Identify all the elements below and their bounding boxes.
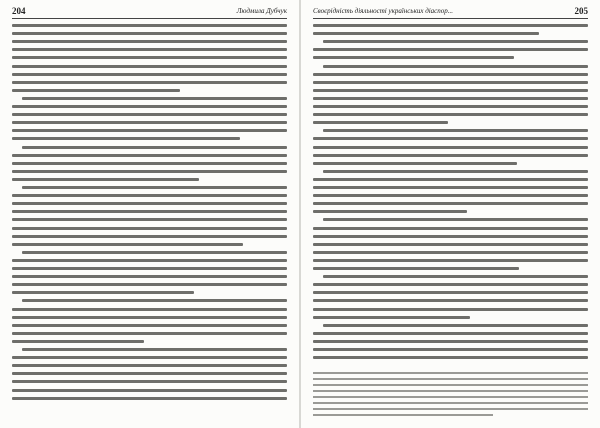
text-line	[313, 24, 588, 27]
text-line	[323, 170, 588, 173]
text-line	[12, 129, 287, 132]
text-line	[12, 202, 287, 205]
text-line	[22, 348, 287, 351]
text-line	[12, 235, 287, 238]
left-page-header	[12, 5, 287, 17]
text-line	[12, 32, 287, 35]
text-line	[323, 324, 588, 327]
text-line	[12, 397, 287, 400]
text-line	[313, 202, 588, 205]
text-line	[313, 162, 517, 165]
right-page	[301, 0, 600, 428]
text-line	[313, 283, 588, 286]
text-line	[12, 24, 287, 27]
right-page-number: 205	[574, 6, 588, 16]
text-line	[12, 40, 287, 43]
footnote-line	[313, 408, 588, 410]
text-line	[12, 243, 243, 246]
left-header-rule	[12, 18, 287, 19]
text-line	[323, 129, 588, 132]
footnote-line	[313, 384, 588, 386]
text-line	[12, 73, 287, 76]
text-line	[12, 56, 287, 59]
text-line	[12, 113, 287, 116]
text-line	[313, 227, 588, 230]
text-line	[313, 235, 588, 238]
text-line	[313, 332, 588, 335]
text-line	[22, 97, 287, 100]
text-line	[313, 308, 588, 311]
text-line	[12, 316, 287, 319]
left-running-head: Людмила Дубчук	[236, 7, 287, 15]
text-line	[12, 137, 240, 140]
right-page-header	[313, 5, 588, 17]
footnote-line	[313, 372, 588, 374]
text-line	[313, 105, 588, 108]
text-line	[323, 218, 588, 221]
text-line	[313, 267, 519, 270]
text-line	[12, 48, 287, 51]
text-line	[12, 121, 287, 124]
text-line	[12, 324, 287, 327]
text-line	[313, 194, 588, 197]
text-line	[12, 380, 287, 383]
text-line	[313, 56, 514, 59]
right-page-body-text	[313, 22, 588, 424]
left-page-number: 204	[12, 6, 26, 16]
text-line	[313, 32, 539, 35]
text-line	[313, 73, 588, 76]
footnote-line	[313, 402, 588, 404]
text-line	[323, 65, 588, 68]
text-line	[313, 154, 588, 157]
text-line	[12, 178, 199, 181]
text-line	[12, 105, 287, 108]
text-line	[12, 210, 287, 213]
text-line	[313, 48, 588, 51]
text-line	[323, 275, 588, 278]
text-line	[313, 259, 588, 262]
text-line	[12, 162, 287, 165]
text-line	[313, 348, 588, 351]
text-line	[12, 283, 287, 286]
text-line	[313, 97, 588, 100]
text-line	[12, 194, 287, 197]
footnote-line	[313, 378, 588, 380]
footnote-line	[313, 390, 588, 392]
left-page	[0, 0, 299, 428]
text-line	[313, 89, 588, 92]
text-line	[313, 137, 588, 140]
text-line	[12, 389, 287, 392]
text-line	[313, 186, 588, 189]
text-line	[12, 267, 287, 270]
text-line	[12, 170, 287, 173]
text-line	[313, 178, 588, 181]
text-line	[313, 121, 448, 124]
text-line	[12, 81, 287, 84]
text-line	[313, 316, 470, 319]
text-line	[12, 372, 287, 375]
footnote-line	[313, 414, 493, 416]
text-line	[12, 308, 287, 311]
text-line	[12, 356, 287, 359]
text-line	[22, 299, 287, 302]
text-line	[12, 218, 287, 221]
text-line	[12, 332, 287, 335]
text-line	[313, 340, 588, 343]
text-line	[313, 291, 588, 294]
footnote-line	[313, 396, 588, 398]
right-header-rule	[313, 18, 588, 19]
text-line	[313, 146, 588, 149]
text-line	[22, 251, 287, 254]
text-line	[22, 186, 287, 189]
text-line	[313, 299, 588, 302]
text-line	[313, 210, 467, 213]
text-line	[12, 340, 144, 343]
text-line	[313, 356, 588, 359]
text-line	[323, 40, 588, 43]
text-line	[313, 113, 588, 116]
left-page-body-text	[12, 22, 287, 424]
text-line	[313, 243, 588, 246]
text-line	[313, 251, 588, 254]
right-running-head: Своєрідність діяльності українських діаспор...	[313, 7, 454, 15]
text-line	[313, 81, 588, 84]
text-line	[12, 259, 287, 262]
text-line	[22, 146, 287, 149]
text-line	[12, 275, 287, 278]
text-line	[12, 291, 194, 294]
text-line	[12, 227, 287, 230]
text-line	[12, 154, 287, 157]
text-line	[12, 65, 287, 68]
text-line	[12, 89, 180, 92]
text-line	[12, 364, 287, 367]
